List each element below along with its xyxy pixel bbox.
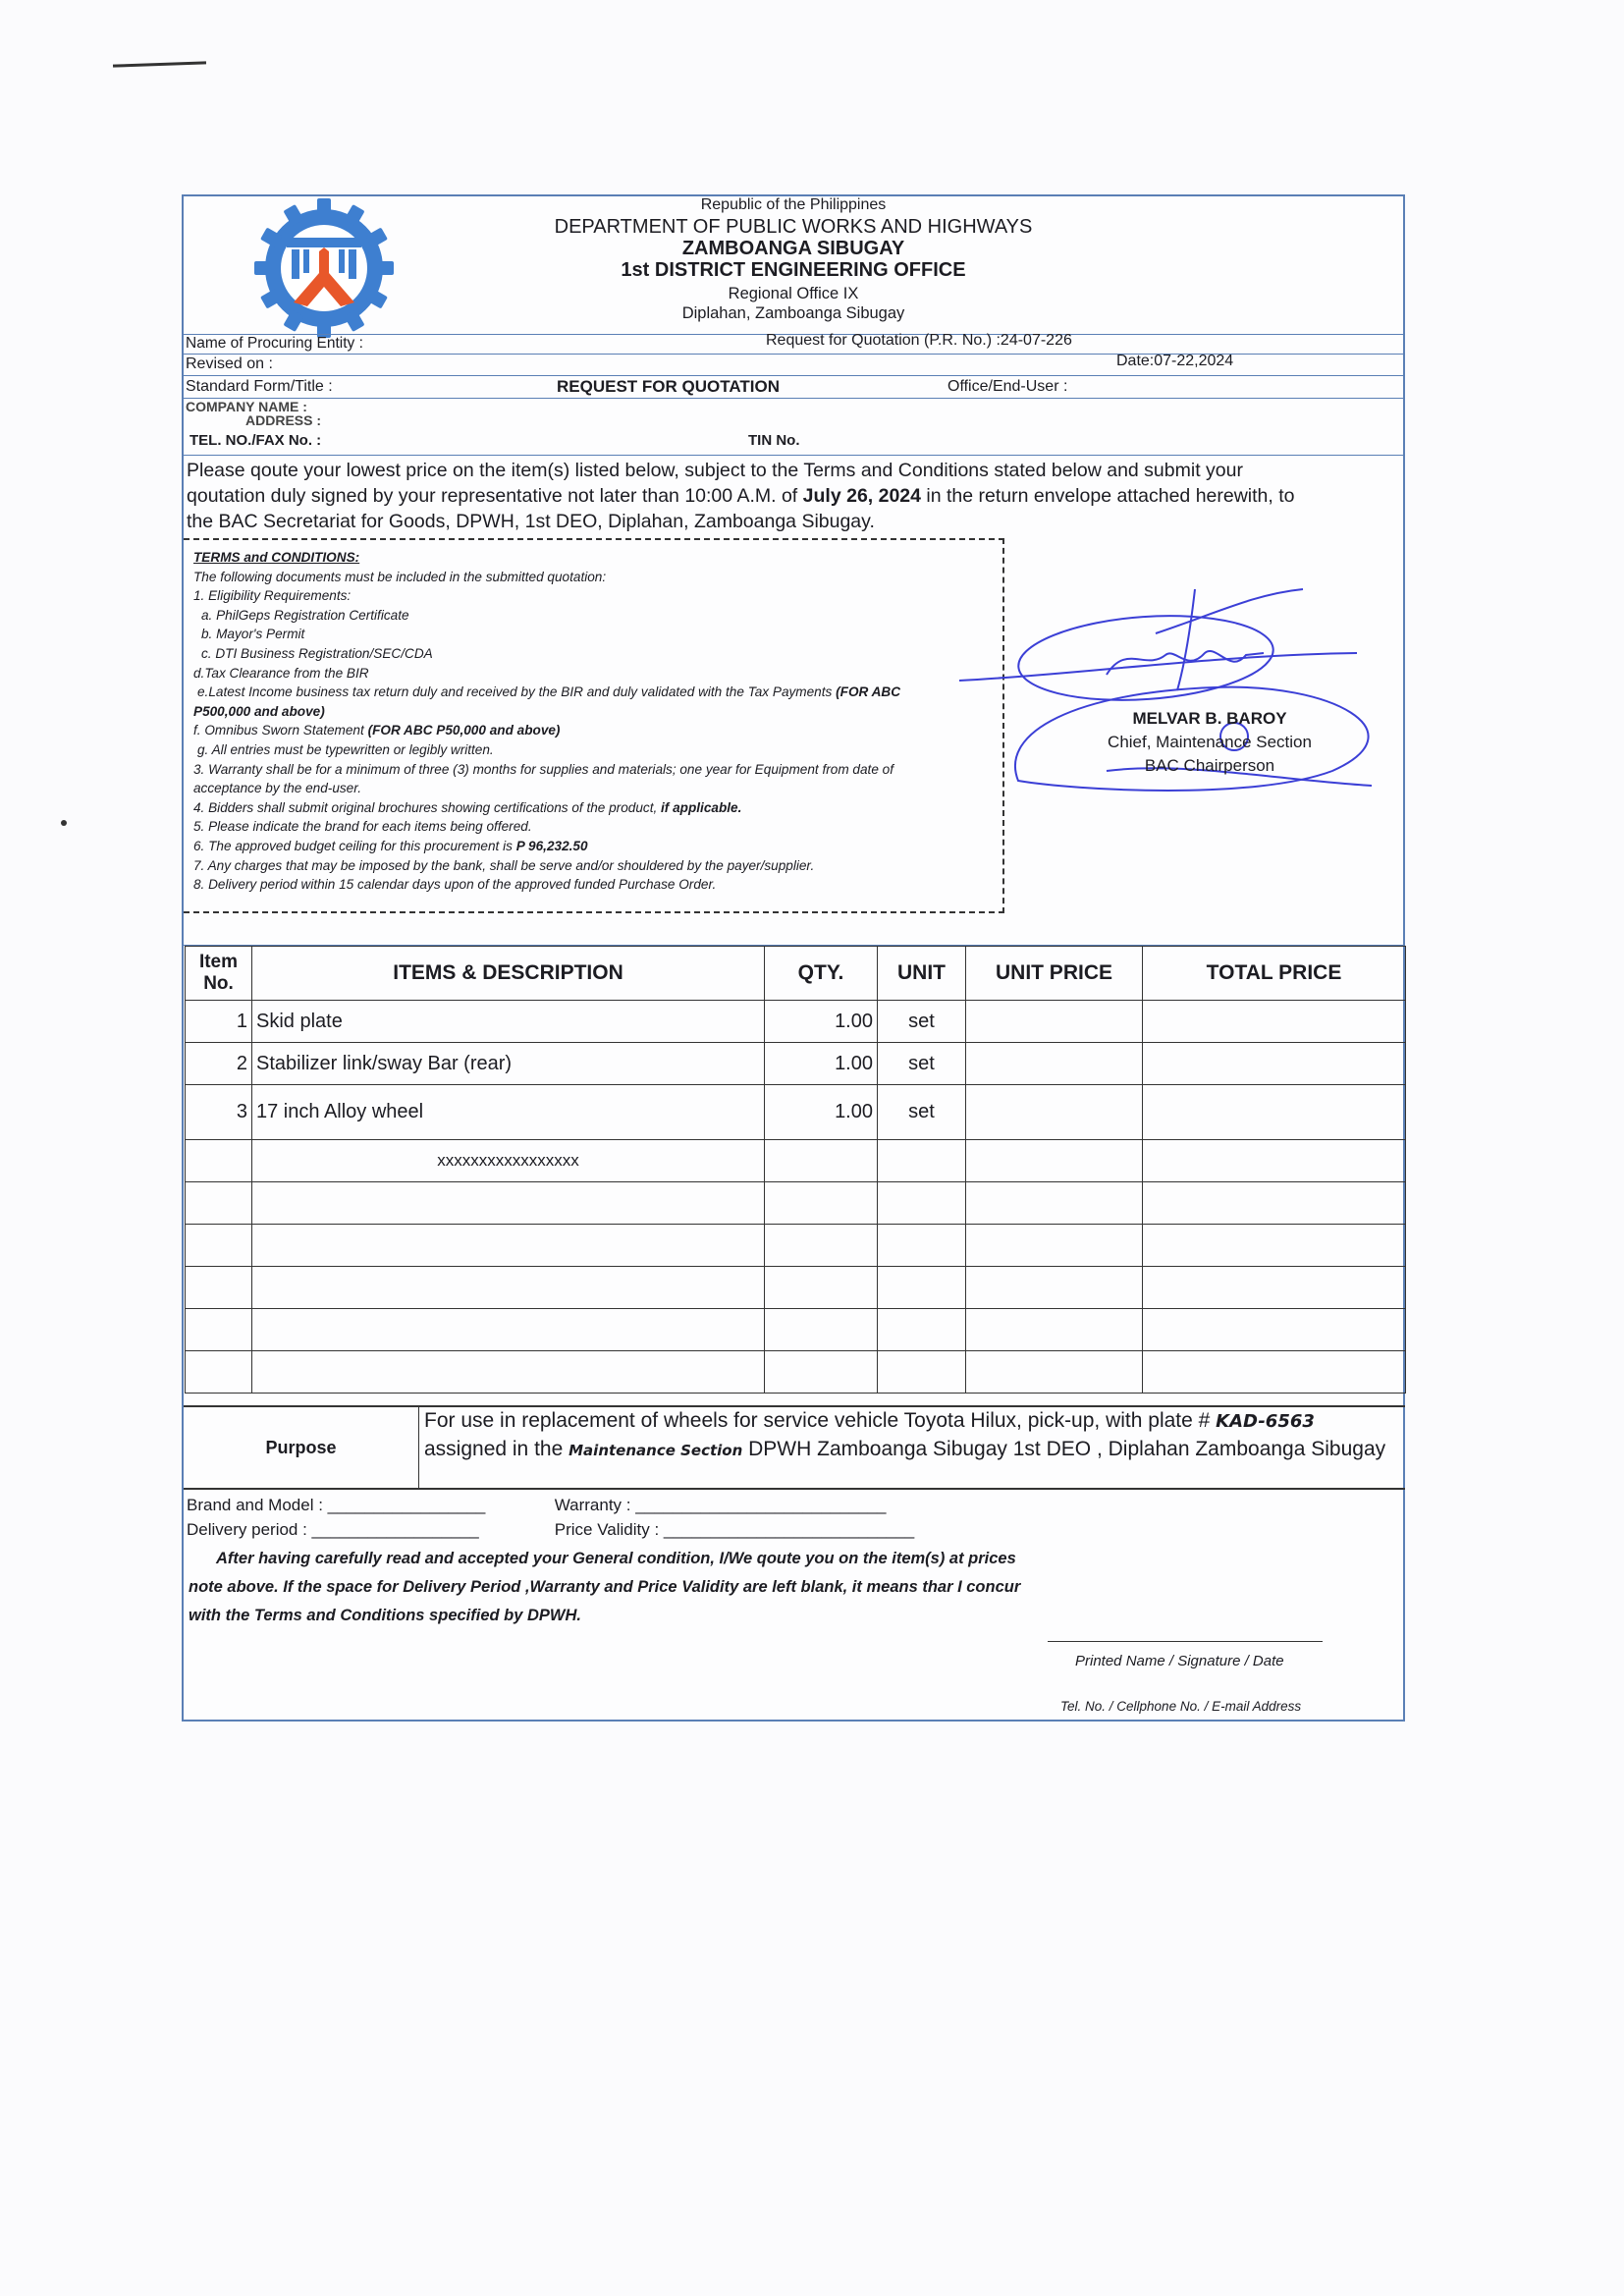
col-qty: QTY. [765, 947, 878, 1001]
terms-and-conditions: TERMS and CONDITIONS: The following documents must be included in the submitted quotation: 1. Eligibility Requirements: a. PhilGeps Registration Certificate b. Mayor's Permit c. DTI Business Registration/SEC/CDA d.Tax Clearance from the BIR e.Latest Income business tax return duly and received by the BIR and duly validated with the Tax Payments (FOR ABC P500,000 and above) f. Omnibus Sworn Statement (FOR ABC P50,000 and above) g. All entries must be typewritten or legibly written. 3. Warranty shall be for a minimum of three (3) months for supplies and materials; one year for Equipment from date of acceptance by the end-user. 4. Bidders shall submit original brochures showing certifications of the product, if applicable. 5. Please indicate the brand for each items being offered. 6. The approved budget ceiling for this procurement is P 96,232.50 7. Any charges that may be imposed by the bank, shall be serve and/or shouldered by the payer/supplier. 8. Delivery period within 15 calendar days upon of the approved funded Purchase Order. [193, 550, 901, 893]
header-office: 1st DISTRICT ENGINEERING OFFICE [621, 259, 966, 281]
form-title-label: Standard Form/Title : [186, 378, 333, 395]
rfq-number: Request for Quotation (P.R. No.) :24-07-226 [766, 332, 1072, 349]
revised-label: Revised on : [186, 355, 273, 372]
table-header-row [186, 947, 1406, 1001]
printed-name-label: Printed Name / Signature / Date [1075, 1653, 1284, 1669]
intro-paragraph: Please qoute your lowest price on the item(s) listed below, subject to the Terms and Conditions stated below and submit your qoutation duly signed by your representative not later than 10:00 A.M. of July 26, 2024 in the return envelope attached herewith, to the BAC Secretariat for Goods, DPWH, 1st DEO, Diplahan, Zamboanga Sibugay. [187, 460, 1295, 532]
bac-signatory [1048, 707, 1372, 778]
unit-price-cell[interactable] [966, 1043, 1143, 1085]
form-title: REQUEST FOR QUOTATION [557, 377, 780, 396]
col-total-price: TOTAL PRICE [1143, 947, 1406, 1001]
scan-mark [61, 820, 67, 826]
tel-label: TEL. NO./FAX No. : [189, 432, 322, 449]
items-table [185, 946, 1406, 1394]
purpose-text: For use in replacement of wheels for service vehicle Toyota Hilux, pick-up, with plate # KAD-6563 assigned in the Maintenance Section DPWH Zamboanga Sibugay 1st DEO , Diplahan Zamboanga Sibugay [424, 1409, 1386, 1460]
date-label: Date:07-22,2024 [1116, 353, 1234, 369]
brand-model-field[interactable]: Brand and Model : _________________ [187, 1496, 486, 1514]
rfq-form [182, 194, 1405, 1722]
table-row [186, 1351, 1406, 1394]
contact-label: Tel. No. / Cellphone No. / E-mail Address [1060, 1699, 1302, 1714]
section-handwritten: Maintenance Section [568, 1442, 743, 1459]
delivery-period-field[interactable]: Delivery period : __________________ [187, 1520, 479, 1539]
company-label: COMPANY NAME : [186, 399, 307, 414]
warranty-field[interactable]: Warranty : ___________________________ [554, 1496, 887, 1514]
table-row [186, 1225, 1406, 1267]
total-price-cell[interactable] [1143, 1001, 1406, 1043]
table-row [186, 1182, 1406, 1225]
purpose-label: Purpose [184, 1407, 419, 1488]
table-row: xxxxxxxxxxxxxxxxx [186, 1140, 1406, 1182]
price-validity-field[interactable]: Price Validity : ___________________________ [554, 1520, 915, 1539]
signatory-name: MELVAR B. BAROY [1132, 709, 1287, 728]
col-unit: UNIT [878, 947, 966, 1001]
table-row: 1 Skid plate 1.00 set [186, 1001, 1406, 1043]
tin-label: TIN No. [748, 432, 800, 449]
table-row [186, 1309, 1406, 1351]
signature-line[interactable] [1048, 1641, 1323, 1642]
purpose-section [184, 1405, 1405, 1490]
total-price-cell[interactable] [1143, 1085, 1406, 1140]
header-province: ZAMBOANGA SIBUGAY [681, 238, 905, 259]
deadline-date: July 26, 2024 [802, 485, 921, 507]
unit-price-cell[interactable] [966, 1001, 1143, 1043]
header-department: DEPARTMENT OF PUBLIC WORKS AND HIGHWAYS [554, 216, 1033, 238]
procuring-entity-label: Name of Procuring Entity : [186, 335, 363, 352]
header-location: Diplahan, Zamboanga Sibugay [681, 304, 905, 322]
supplier-fields [187, 1493, 914, 1542]
header-region: Regional Office IX [728, 285, 859, 302]
closing-statement: After having carefully read and accepted your General condition, I/We qoute you on the item(s) at prices note above. If the space for Delivery Period ,Warranty and Price Validity are left blank, it means thar I concur with the Terms and Conditions specified by DPWH. [189, 1550, 1021, 1624]
table-row: 2 Stabilizer link/sway Bar (rear) 1.00 set [186, 1043, 1406, 1085]
signatory-role: BAC Chairperson [1144, 756, 1275, 775]
total-price-cell[interactable] [1143, 1043, 1406, 1085]
scan-mark [113, 61, 206, 67]
col-description: ITEMS & DESCRIPTION [252, 947, 765, 1001]
address-label: ADDRESS : [245, 412, 322, 428]
table-row [186, 1267, 1406, 1309]
table-row: 3 17 inch Alloy wheel 1.00 set [186, 1085, 1406, 1140]
plate-handwritten: KAD-6563 [1216, 1411, 1315, 1432]
unit-price-cell[interactable] [966, 1085, 1143, 1140]
header-republic: Republic of the Philippines [700, 196, 887, 213]
terms-box [184, 538, 1004, 913]
signatory-position: Chief, Maintenance Section [1108, 733, 1312, 751]
office-user-label: Office/End-User : [947, 378, 1068, 395]
col-unit-price: UNIT PRICE [966, 947, 1143, 1001]
col-item-no: Item No. [186, 947, 252, 1001]
